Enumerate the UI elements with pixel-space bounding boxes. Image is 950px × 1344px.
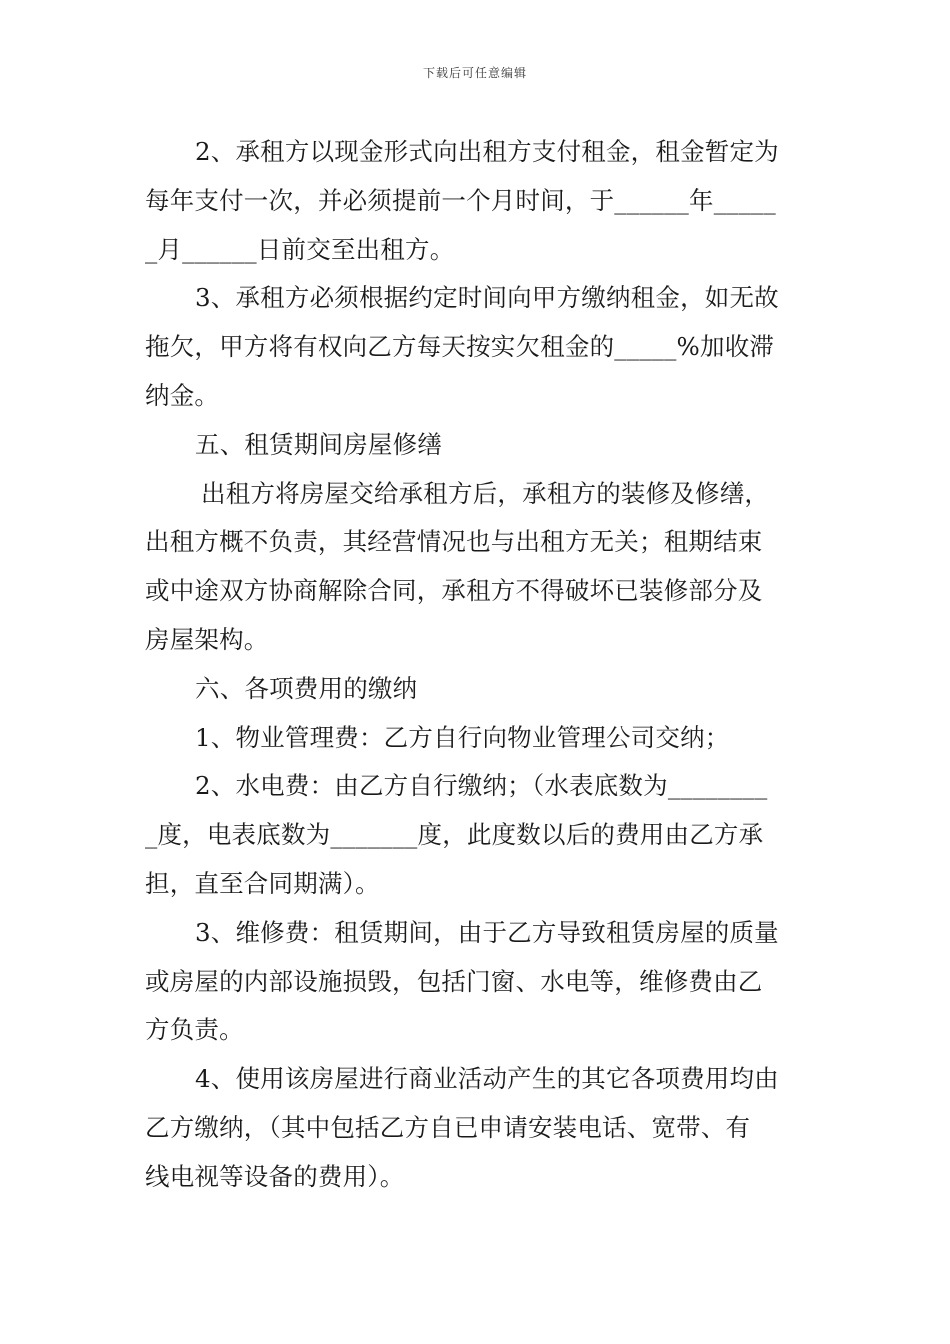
paragraph-line: 拖欠，甲方将有权向乙方每天按实欠租金的_____%加收滞 — [145, 332, 775, 362]
page-header: 下载后可任意编辑 — [422, 66, 527, 80]
paragraph-line: _度，电表底数为_______度，此度数以后的费用由乙方承 — [145, 820, 764, 850]
paragraph-line: 房屋架构。 — [145, 624, 269, 654]
paragraph-line: 3、承租方必须根据约定时间向甲方缴纳租金，如无故 — [195, 283, 779, 313]
paragraph-line: 方负责。 — [145, 1015, 244, 1045]
paragraph-line: 2、承租方以现金形式向出租方支付租金，租金暂定为 — [195, 137, 779, 166]
paragraph-line: 出租方将房屋交给承租方后，承租方的装修及修缮， — [201, 478, 770, 508]
paragraph-line: 或房屋的内部设施损毁，包括门窗、水电等，维修费由乙 — [145, 966, 763, 996]
paragraph-line: 4、使用该房屋进行商业活动产生的其它各项费用均由 — [195, 1064, 779, 1094]
paragraph-line: 2、水电费：由乙方自行缴纳；（水表底数为________ — [195, 771, 768, 801]
paragraph-line: 3、维修费：租赁期间，由于乙方导致租赁房屋的质量 — [195, 917, 779, 947]
section-heading: 五、租赁期间房屋修缮 — [195, 429, 442, 459]
paragraph-line: 乙方缴纳，（其中包括乙方自已申请安装电话、宽带、有 — [145, 1112, 751, 1142]
paragraph-line: 出租方概不负责，其经营情况也与出租方无关；租期结束 — [145, 527, 763, 557]
paragraph-line: 每年支付一次，并必须提前一个月时间，于______年_____ — [145, 185, 776, 215]
document-body — [145, 128, 810, 1202]
paragraph-line: 1、物业管理费：乙方自行向物业管理公司交纳； — [195, 722, 730, 752]
paragraph-line: 担，直至合同期满）。 — [145, 868, 380, 898]
paragraph-line: 纳金。 — [145, 380, 220, 410]
paragraph-line: _月______日前交至出租方。 — [145, 234, 455, 264]
paragraph-line: 线电视等设备的费用）。 — [145, 1161, 405, 1191]
section-heading: 六、各项费用的缴纳 — [195, 673, 418, 703]
paragraph-line: 或中途双方协商解除合同，承租方不得破坏已装修部分及 — [145, 576, 763, 606]
